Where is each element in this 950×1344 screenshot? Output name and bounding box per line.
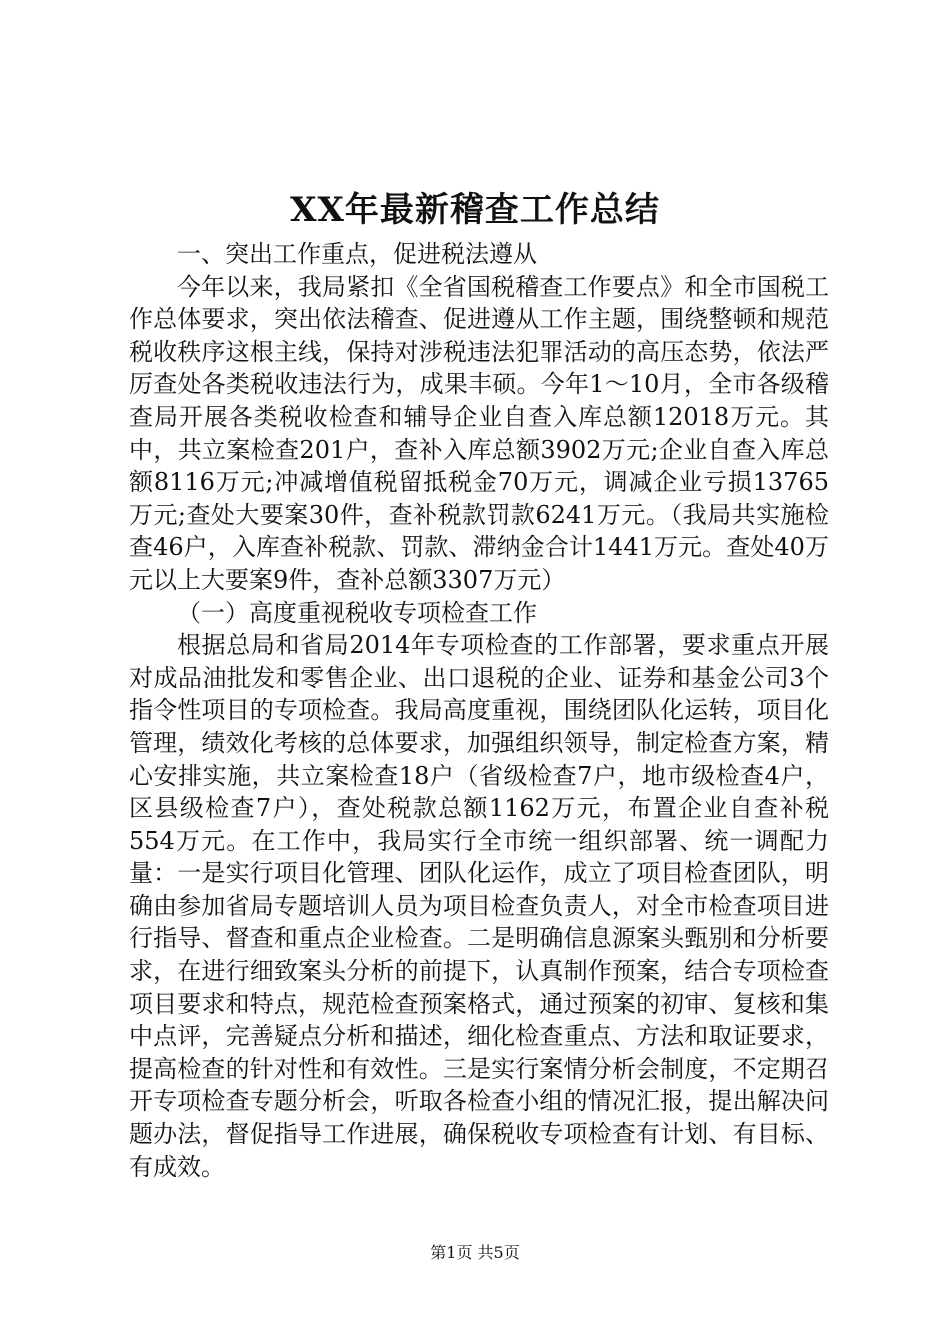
document-title: XX年最新稽查工作总结 xyxy=(290,190,660,230)
page-footer: 第1页 共5页 xyxy=(430,1243,520,1262)
paragraph: 根据总局和省局2014年专项检查的工作部署，要求重点开展对成品油批发和零售企业、出口退税的企业、证券和基金公司3个指令性项目的专项检查。我局高度重视，围绕团队化运转，项目化管理，绩效化考核的总体要求，加强组织领导，制定检查方案，精心安排实施，共立案检查18户（省级检查7户，地市级检查4户，区县级检查7户），查处税款总额1162万元，布置企业自查补税554万元。在工作中，我局实行全市统一组织部署、统一调配力量：一是实行项目化管理、团队化运作，成立了项目检查团队，明确由参加省局专题培训人员为项目检查负责人，对全市检查项目进行指导、督查和重点企业检查。二是明确信息源案头甄别和分析要求，在进行细致案头分析的前提下，认真制作预案，结合专项检查项目要求和特点，规范检查预案格式，通过预案的初审、复核和集中点评，完善疑点分析和描述，细化检查重点、方法和取证要求，提高检查的针对性和有效性。三是实行案情分析会制度，不定期召开专项检查专题分析会，听取各检查小组的情况汇报，提出解决问题办法，督促指导工作进展，确保税收专项检查有计划、有目标、有成效。 xyxy=(129,631,829,1181)
section-heading: 一、突出工作重点，促进税法遵从 xyxy=(177,240,537,268)
subsection-heading: （一）高度重视税收专项检查工作 xyxy=(177,598,537,627)
document-body xyxy=(129,238,829,1183)
paragraph: 今年以来，我局紧扣《全省国税稽查工作要点》和全市国税工作总体要求，突出依法稽查、促进遵从工作主题，围绕整顿和规范税收秩序这根主线，保持对涉税违法犯罪活动的高压态势，依法严厉查处各类税收违法行为，成果丰硕。今年1～10月，全市各级稽查局开展各类税收检查和辅导企业自查入库总额12018万元。其中，共立案检查201户，查补入库总额3902万元;企业自查入库总额8116万元;冲减增值税留抵税金70万元，调减企业亏损13765万元;查处大要案30件，查补税款罚款6241万元。（我局共实施检查46户，入库查补税款、罚款、滞纳金合计1441万元。查处40万元以上大要案9件，查补总额3307万元） xyxy=(129,272,829,594)
